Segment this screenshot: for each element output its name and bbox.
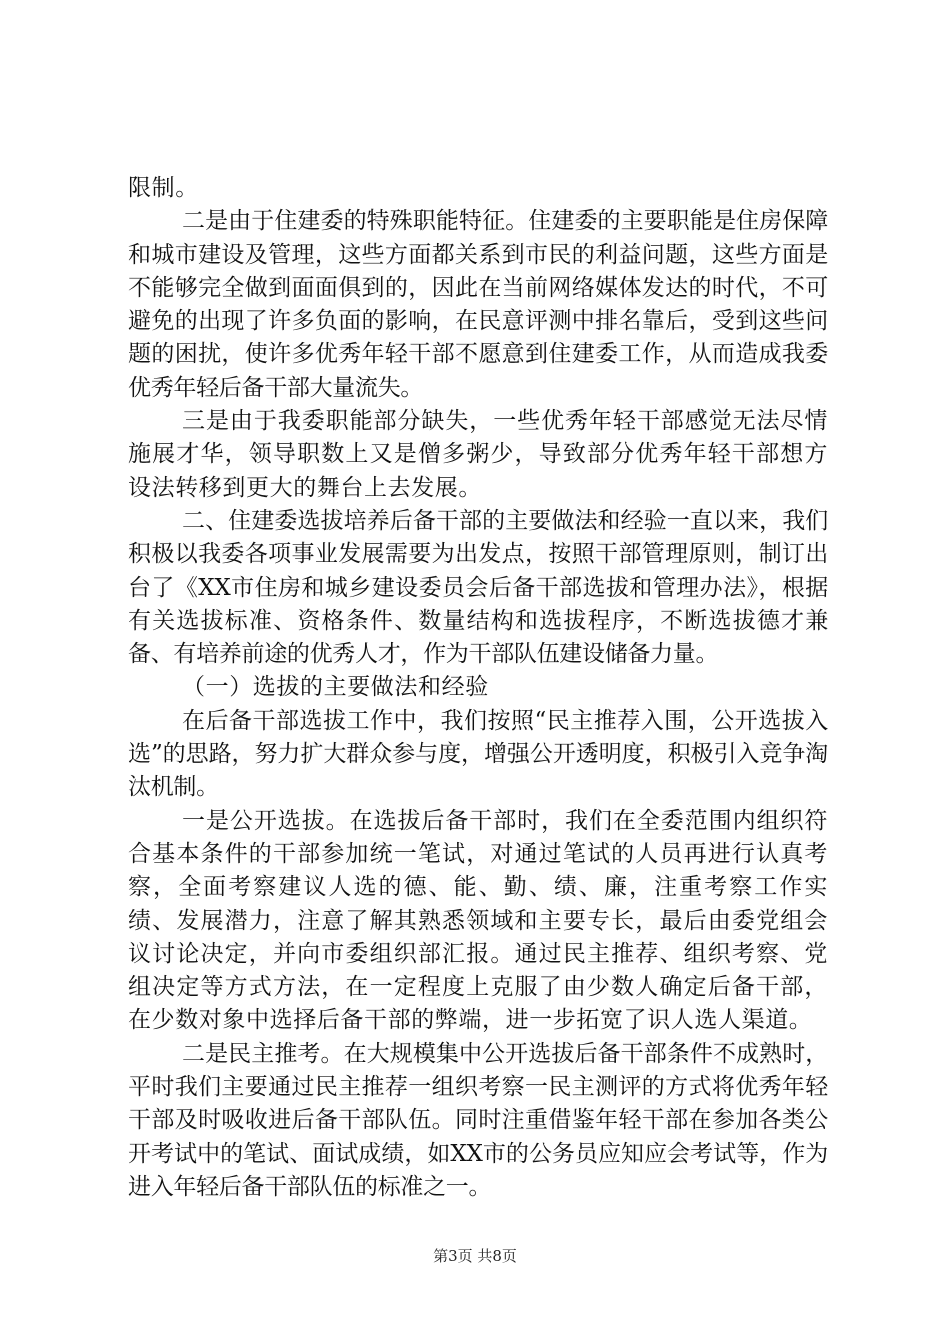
paragraph-selection-intro: 在后备干部选拔工作中，我们按照“民主推荐入围，公开选拔入选”的思路，努力扩大群众参与度，增强公开透明度，积极引入竞争淘汰机制。 bbox=[128, 707, 828, 801]
paragraph-democratic-recommendation: 二是民主推考。在大规模集中公开选拔后备干部条件不成熟时，平时我们主要通过民主推荐一组织考察一民主测评的方式将优秀年轻干部及时吸收进后备干部队伍。同时注重借鉴年轻干部在参加各类公开考试中的笔试、面试成绩，如XX市的公务员应知应会考试等，作为进入年轻后备干部队伍的标准之一。 bbox=[128, 1040, 828, 1200]
paragraph-reason-two: 二是由于住建委的特殊职能特征。住建委的主要职能是住房保障和城市建设及管理，这些方面都关系到市民的利益问题，这些方面是不能够完全做到面面俱到的，因此在当前网络媒体发达的时代，不可避免的出现了许多负面的影响，在民意评测中排名靠后，受到这些问题的困扰，使许多优秀年轻干部不愿意到住建委工作，从而造成我委优秀年轻后备干部大量流失。 bbox=[128, 208, 828, 401]
page-number-footer: 第3页 共8页 bbox=[433, 1247, 517, 1265]
document-body bbox=[128, 172, 828, 1204]
paragraph-public-selection: 一是公开选拔。在选拔后备干部时，我们在全委范围内组织符合基本条件的干部参加统一笔试，对通过笔试的人员再进行认真考察，全面考察建议人选的德、能、勤、绩、廉，注重考察工作实绩、发展潜力，注意了解其熟悉领域和主要专长，最后由委党组会议讨论决定，并向市委组织部汇报。通过民主推荐、组织考察、党组决定等方式方法，在一定程度上克服了由少数人确定后备干部，在少数对象中选择后备干部的弊端，进一步拓宽了识人选人渠道。 bbox=[128, 807, 828, 1034]
subsection-heading: （一）选拔的主要做法和经验 bbox=[182, 674, 489, 701]
paragraph-continuation: 限制。 bbox=[128, 175, 199, 201]
paragraph-reason-three: 三是由于我委职能部分缺失，一些优秀年轻干部感觉无法尽情施展才华，领导职数上又是僧多粥少，导致部分优秀年轻干部想方设法转移到更大的舞台上去发展。 bbox=[128, 408, 828, 501]
paragraph-section-two: 二、住建委选拔培养后备干部的主要做法和经验一直以来，我们积极以我委各项事业发展需要为出发点，按照干部管理原则，制订出台了《XX市住房和城乡建设委员会后备干部选拔和管理办法》，根据有关选拔标准、资格条件、数量结构和选拔程序，不断选拔德才兼备、有培养前途的优秀人才，作为干部队伍建设储备力量。 bbox=[128, 507, 828, 668]
